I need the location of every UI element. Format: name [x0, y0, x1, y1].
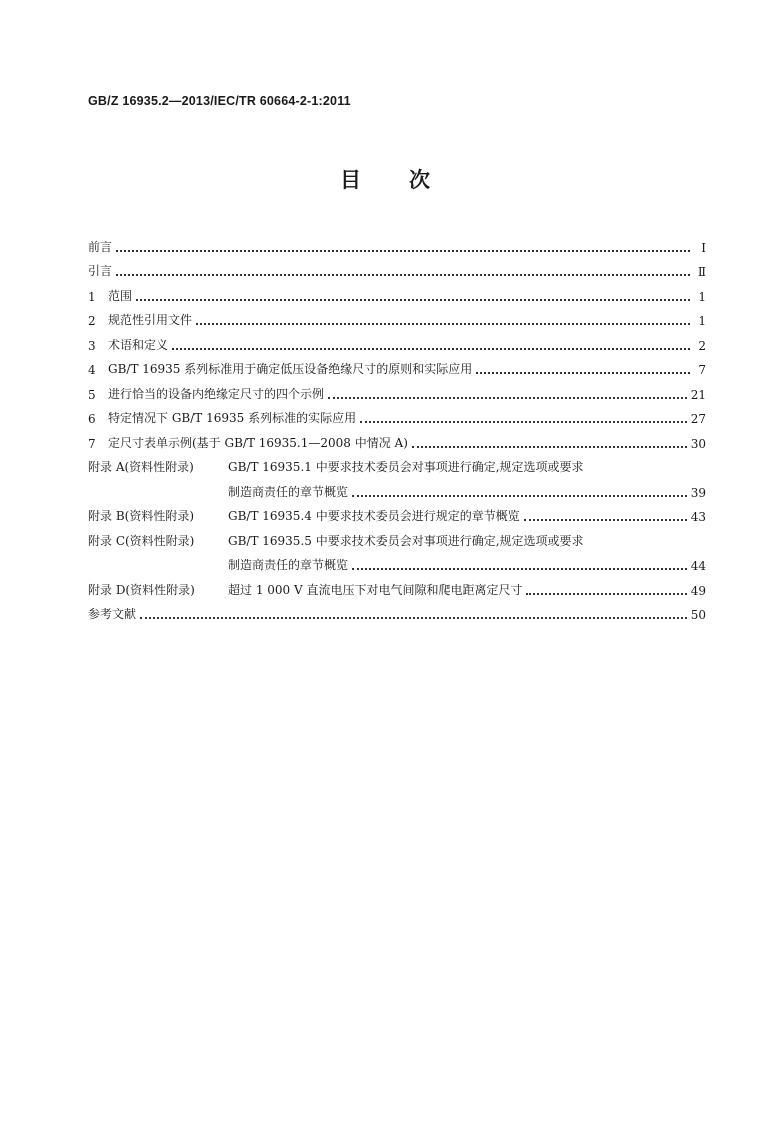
toc-label: GB/T 16935.5 中要求技术委员会对事项进行确定,规定选项或要求: [228, 533, 584, 548]
dot-leader: [352, 567, 687, 570]
toc-page-number: 2: [698, 338, 706, 353]
toc-entry-annex-a-line-2[interactable]: [88, 475, 706, 500]
toc-entry-preface[interactable]: [88, 230, 706, 255]
toc-annex-prefix: 附录 D(资料性附录): [88, 582, 195, 597]
toc-page-number: 1: [698, 314, 706, 328]
title-char-1: 目: [340, 168, 361, 192]
dot-leader: [526, 592, 686, 595]
toc-page-number: 7: [698, 363, 706, 377]
dot-leader: [352, 494, 687, 497]
dot-leader: [172, 347, 690, 350]
dot-leader: [360, 420, 687, 423]
dot-leader: [524, 518, 687, 521]
toc-label: 参考文献: [88, 607, 137, 621]
toc-section-number: 3: [88, 338, 96, 353]
toc-label: 进行恰当的设备内绝缘定尺寸的四个示例: [108, 386, 325, 401]
toc-entry-section-6[interactable]: [88, 402, 706, 427]
toc-section-number: 5: [88, 387, 96, 402]
toc-page-number: 27: [690, 412, 706, 426]
toc-label: 术语和定义: [108, 337, 169, 352]
toc-entry-section-3[interactable]: [88, 328, 706, 353]
toc-page-number: 49: [690, 583, 706, 598]
toc-label: 前言: [88, 239, 113, 254]
toc-label: 制造商责任的章节概览: [228, 558, 349, 572]
toc-section-number: 4: [88, 363, 96, 377]
toc-page-number: 30: [690, 436, 706, 451]
toc-entry-section-7[interactable]: [88, 426, 706, 451]
toc-entry-section-4[interactable]: [88, 353, 706, 378]
dot-leader: [412, 445, 687, 448]
dot-leader: [136, 298, 690, 301]
table-of-contents: [88, 230, 706, 622]
toc-page-number: 44: [690, 559, 706, 573]
toc-entry-section-2[interactable]: [88, 304, 706, 329]
toc-entry-section-5[interactable]: [88, 377, 706, 402]
toc-label: 范围: [108, 288, 133, 303]
toc-label: 定尺寸表单示例(基于 GB/T 16935.1—2008 中情况 A): [108, 435, 408, 450]
toc-entry-annex-d[interactable]: [88, 573, 706, 598]
toc-section-number: 2: [88, 314, 96, 328]
toc-annex-prefix: 附录 C(资料性附录): [88, 533, 195, 548]
dot-leader: [476, 371, 690, 374]
toc-label: GB/T 16935 系列标准用于确定低压设备绝缘尺寸的原则和实际应用: [108, 362, 473, 376]
toc-page-number: Ⅱ: [697, 265, 706, 279]
toc-label: 制造商责任的章节概览: [228, 484, 349, 499]
toc-label: 超过 1 000 V 直流电压下对电气间隙和爬电距离定尺寸: [228, 582, 523, 597]
toc-page-number: 50: [690, 608, 706, 622]
toc-annex-prefix: 附录 A(资料性附录): [88, 460, 194, 474]
page-title: [0, 164, 770, 194]
toc-page-number: 43: [690, 510, 706, 524]
toc-label: 规范性引用文件: [108, 313, 193, 327]
toc-entry-annex-c-line-1[interactable]: [88, 524, 706, 549]
toc-entry-section-1[interactable]: [88, 279, 706, 304]
dot-leader: [116, 249, 690, 252]
toc-entry-references[interactable]: [88, 598, 706, 623]
toc-entry-introduction[interactable]: [88, 255, 706, 280]
toc-section-number: 7: [88, 436, 96, 451]
toc-label: GB/T 16935.1 中要求技术委员会对事项进行确定,规定选项或要求: [228, 460, 584, 474]
toc-entry-annex-c-line-2[interactable]: [88, 549, 706, 574]
dot-leader: [328, 396, 687, 399]
document-code: GB/Z 16935.2—2013/IEC/TR 60664-2-1:2011: [88, 94, 351, 108]
toc-annex-prefix: 附录 B(资料性附录): [88, 509, 194, 523]
dot-leader: [116, 273, 690, 276]
toc-label: 引言: [88, 264, 113, 278]
dot-leader: [140, 616, 687, 619]
toc-page-number: 21: [690, 387, 706, 402]
toc-page-number: Ⅰ: [701, 240, 706, 255]
toc-page-number: 39: [690, 485, 706, 500]
toc-label: GB/T 16935.4 中要求技术委员会进行规定的章节概览: [228, 509, 520, 523]
toc-page-number: 1: [698, 289, 706, 304]
toc-section-number: 1: [88, 289, 96, 304]
toc-label: 特定情况下 GB/T 16935 系列标准的实际应用: [108, 411, 357, 425]
toc-entry-annex-a-line-1[interactable]: [88, 451, 706, 476]
title-char-2: 次: [409, 168, 430, 192]
dot-leader: [196, 322, 690, 325]
toc-section-number: 6: [88, 412, 96, 426]
toc-entry-annex-b[interactable]: [88, 500, 706, 525]
